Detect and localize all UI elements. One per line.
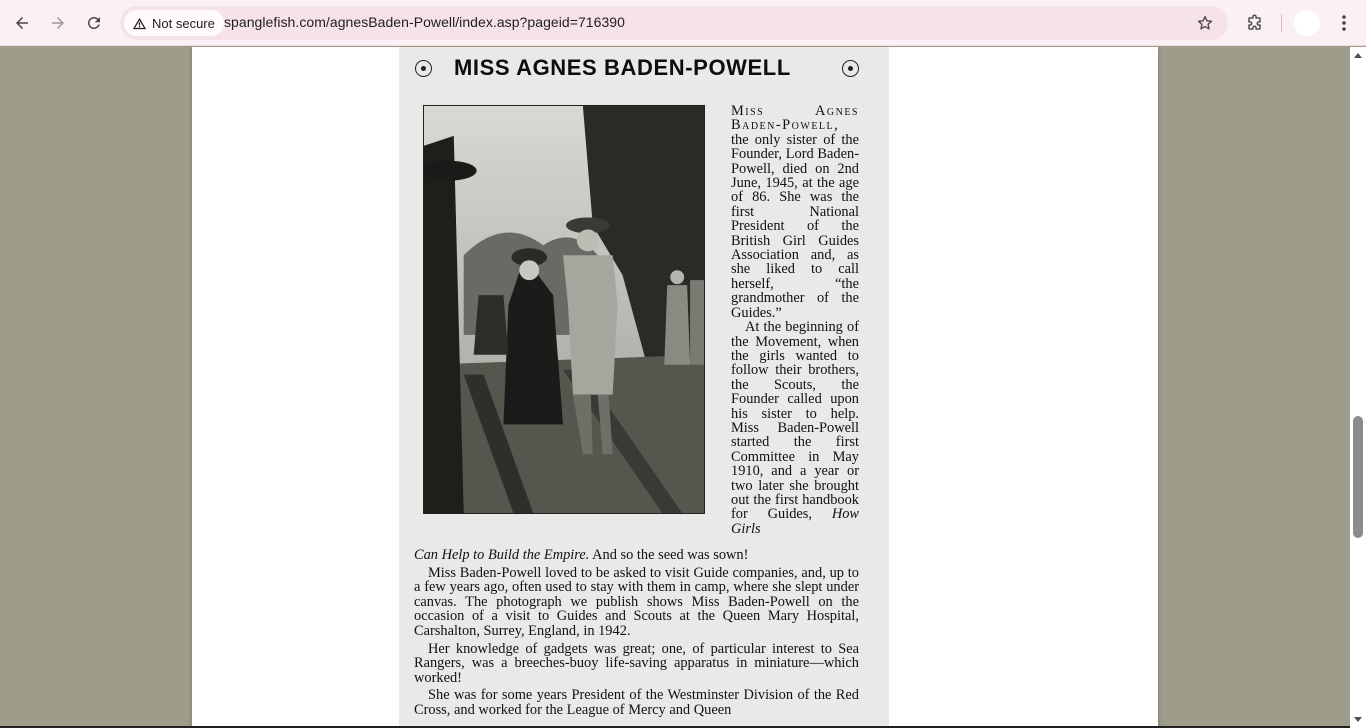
column-paragraph-1 [731, 104, 859, 320]
book-title-italic: Can Help to Build the Empire. [414, 547, 590, 563]
scroll-down-arrow-icon[interactable] [1354, 717, 1362, 722]
forward-button[interactable] [42, 7, 74, 39]
reload-icon [85, 14, 103, 32]
content-panel [192, 47, 1158, 728]
browser-menu-button[interactable] [1330, 7, 1358, 39]
article-full-width-text [414, 548, 859, 721]
profile-avatar[interactable] [1294, 10, 1320, 36]
arrow-left-icon [13, 14, 31, 32]
circle-dot-ornament-icon [415, 60, 432, 77]
lead-smallcaps: Miss Agnes Baden-Powell, [731, 103, 859, 134]
article-column-text [731, 104, 859, 536]
extensions-button[interactable] [1238, 7, 1270, 39]
warning-triangle-icon [132, 16, 147, 31]
column-p1-rest: the only sister of the Founder, Lord Baden-Powell, died on 2nd June, 1945, at the age of 86. She was the first National President of the British Girl Guides Association and, as she liked to call herself, “the grandmother of the Guides.” [731, 131, 859, 321]
article-photo [423, 105, 705, 514]
column-paragraph-2 [731, 320, 859, 536]
address-bar[interactable] [120, 6, 1228, 40]
security-label: Not secure [152, 15, 215, 31]
arrow-right-icon [49, 14, 67, 32]
star-icon [1196, 14, 1214, 32]
column-p2-italic: How Girls [731, 506, 859, 537]
full-paragraph-4: She was for some years President of the Westminster Division of the Red Cross, and worked for the League of Mercy and Queen [414, 687, 859, 718]
bookmark-button[interactable] [1189, 7, 1221, 39]
full-paragraph-1 [414, 548, 859, 563]
site-security-chip[interactable] [124, 10, 224, 36]
headline-row [399, 53, 889, 83]
url-text[interactable]: spanglefish.com/agnesBaden-Powell/index.asp?pageid=716390 [224, 14, 625, 30]
browser-toolbar [0, 0, 1366, 46]
circle-dot-ornament-icon [842, 60, 859, 77]
article-headline: MISS AGNES BADEN-POWELL [454, 55, 791, 80]
full-paragraph-3: Her knowledge of gadgets was great; one, of particular interest to Sea Rangers, was a breeches-buoy life-saving apparatus in miniature—which worked! [414, 640, 859, 686]
page-scrollbar[interactable] [1350, 47, 1366, 728]
reload-button[interactable] [78, 7, 110, 39]
photo-guides-scouts-image [424, 106, 704, 513]
puzzle-piece-icon [1245, 14, 1264, 33]
three-dots-vertical-icon [1336, 14, 1352, 32]
back-button[interactable] [6, 7, 38, 39]
full-paragraph-2: Miss Baden-Powell loved to be asked to visit Guide companies, and, up to a few years ago, often used to stay with them in camp, where she slept under canvas. The photograph we publish shows Miss Baden-Powell on the occasion of a visit to Guides and Scouts at the Queen Mary Hospital, Carshalton, Surrey, England, in 1942. [414, 564, 859, 639]
toolbar-divider [1281, 14, 1282, 32]
page-viewport [0, 47, 1350, 728]
column-p2-text: At the beginning of the Movement, when the girls wanted to follow their brothers, the Scouts, the Founder called upon his sister to help. Miss Baden-Powell started the first Committee in May 1910, and a year or two later she brought out the first handbook for Guides, [731, 319, 859, 523]
scroll-thumb[interactable] [1353, 416, 1363, 538]
full-p1-rest: And so the seed was sown! [589, 547, 749, 563]
article-clipping [399, 47, 889, 728]
scroll-up-arrow-icon[interactable] [1354, 53, 1362, 58]
